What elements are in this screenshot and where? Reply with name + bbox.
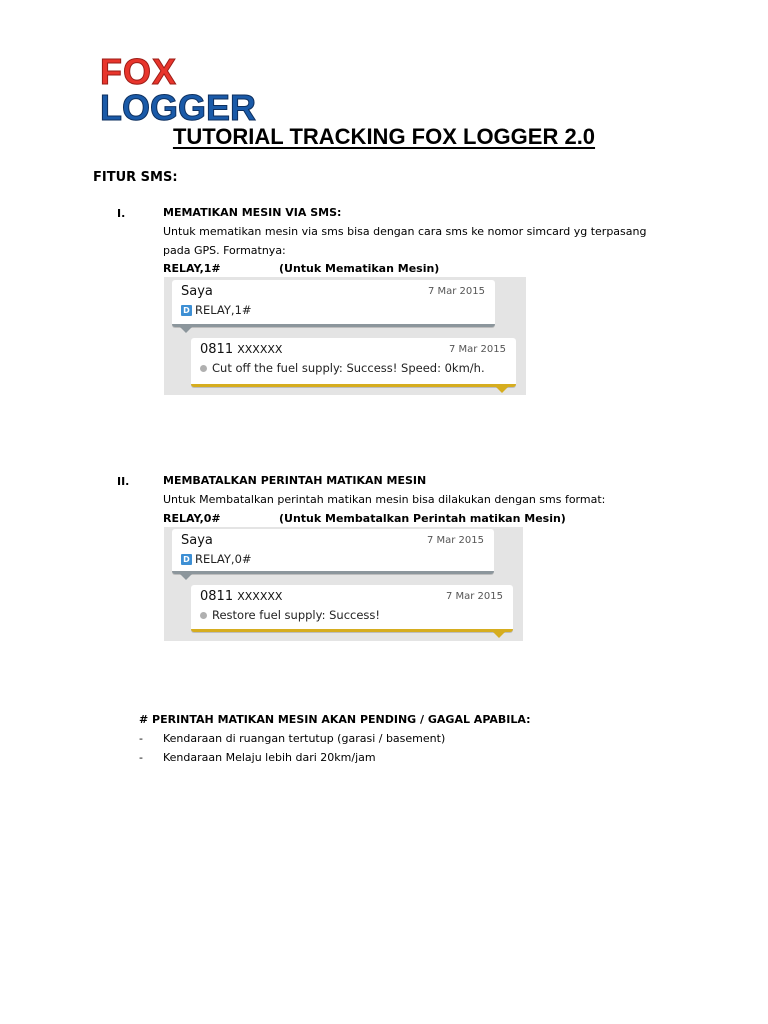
sms-command: RELAY,0# [163, 512, 221, 525]
message-sender: Saya [181, 533, 213, 548]
message-sender: Saya [181, 284, 213, 299]
notes-heading: # PERINTAH MATIKAN MESIN AKAN PENDING / GAGAL APABILA: [139, 713, 531, 726]
bullet-marker: - [139, 732, 143, 745]
bullet-text: Kendaraan di ruangan tertutup (garasi / basement) [163, 732, 446, 745]
sms-command: RELAY,1# [163, 262, 221, 275]
message-date: 7 Mar 2015 [448, 344, 506, 355]
item-description: Untuk mematikan mesin via sms bisa dengan cara sms ke nomor simcard yg terpasang [163, 225, 647, 238]
logo-line-logger: LOGGER [100, 87, 257, 124]
sms-command-note: (Untuk Mematikan Mesin) [279, 262, 440, 275]
section-heading: FITUR SMS: [93, 170, 178, 185]
item-heading: MEMBATALKAN PERINTAH MATIKAN MESIN [163, 474, 427, 487]
message-sender: 0811 XXXXXX [200, 589, 283, 604]
bullet-marker: - [139, 751, 143, 764]
logo-line-fox: FOX [100, 52, 178, 92]
message-text: RELAY,1# [195, 303, 252, 317]
item-heading: MEMATIKAN MESIN VIA SMS: [163, 206, 342, 219]
received-message-bubble [191, 585, 513, 632]
bullet-text: Kendaraan Melaju lebih dari 20km/jam [163, 751, 376, 764]
message-sender: 0811 XXXXXX [200, 342, 283, 357]
item-number: I. [117, 207, 126, 220]
sent-message-bubble [172, 529, 494, 574]
item-description: pada GPS. Formatnya: [163, 244, 286, 257]
item-number: II. [117, 475, 130, 488]
fox-logger-logo [98, 52, 268, 124]
message-text: Cut off the fuel supply: Success! Speed: 0km/h. [212, 361, 485, 375]
d-badge-icon: D [181, 554, 192, 565]
message-text: RELAY,0# [195, 552, 252, 566]
message-date: 7 Mar 2015 [426, 535, 484, 546]
page-title: TUTORIAL TRACKING FOX LOGGER 2.0 [172, 124, 596, 149]
message-date: 7 Mar 2015 [445, 591, 503, 602]
sms-screenshot [164, 527, 523, 641]
sent-message-bubble [172, 280, 495, 327]
item-description: Untuk Membatalkan perintah matikan mesin bisa dilakukan dengan sms format: [163, 493, 606, 506]
sms-screenshot [164, 277, 526, 395]
dot-icon [200, 365, 207, 372]
sms-command-note: (Untuk Membatalkan Perintah matikan Mesin) [279, 512, 566, 525]
dot-icon [200, 612, 207, 619]
message-text: Restore fuel supply: Success! [212, 608, 381, 622]
message-date: 7 Mar 2015 [427, 286, 485, 297]
d-badge-icon: D [181, 305, 192, 316]
received-message-bubble [191, 338, 516, 387]
